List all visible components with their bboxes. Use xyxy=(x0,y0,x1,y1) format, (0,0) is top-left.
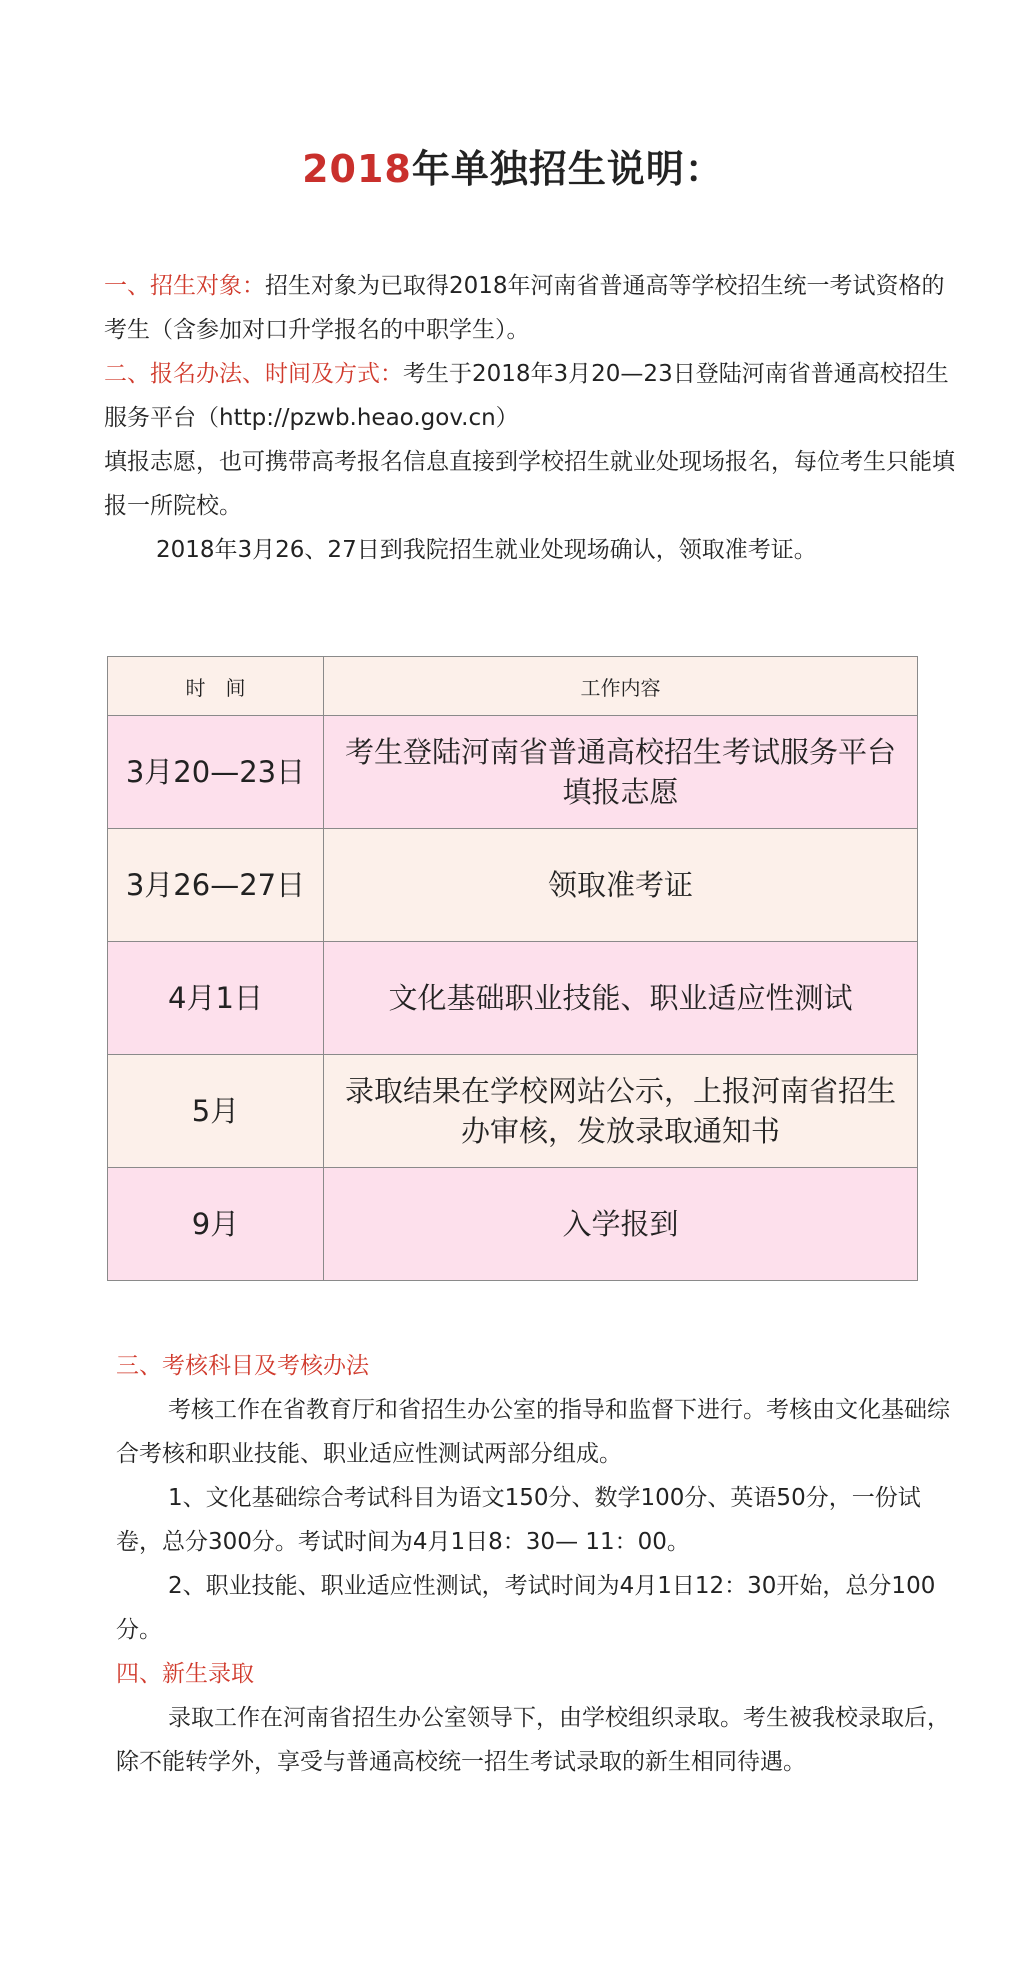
header-content: 工作内容 xyxy=(324,657,918,716)
row-time: 5月 xyxy=(108,1055,324,1168)
exam-section xyxy=(116,1344,966,1784)
row-content: 录取结果在学校网站公示，上报河南省招生办审核，发放录取通知书 xyxy=(324,1055,918,1168)
section-3-paragraph-1: 考核工作在省教育厅和省招生办公室的指导和监督下进行。考核由文化基础综合考核和职业技能、职业适应性测试两部分组成。 xyxy=(116,1397,950,1467)
section-4-paragraph-1: 录取工作在河南省招生办公室领导下，由学校组织录取。考生被我校录取后，除不能转学外，享受与普通高校统一招生考试录取的新生相同待遇。 xyxy=(116,1705,950,1775)
header-time: 时 间 xyxy=(108,657,324,716)
table-header-row xyxy=(108,657,918,716)
row-content: 考生登陆河南省普通高校招生考试服务平台填报志愿 xyxy=(324,716,918,829)
page-title xyxy=(0,138,1026,193)
section-1-heading: 一、招生对象： xyxy=(104,273,265,299)
section-1-text: 招生对象为已取得2018年河南省普通高等学校招生统一考试资格的考生（含参加对口升学报名的中职学生）。 xyxy=(104,273,945,343)
row-time: 3月26—27日 xyxy=(108,829,324,942)
section-3-heading: 三、考核科目及考核办法 xyxy=(116,1353,369,1379)
table-row xyxy=(108,1055,918,1168)
section-2-text: 考生于2018年3月20—23日登陆河南省普通高校招生服务平台（http://pzwb.heao.gov.cn） xyxy=(104,361,949,431)
section-1-paragraph xyxy=(104,264,964,352)
row-content: 文化基础职业技能、职业适应性测试 xyxy=(324,942,918,1055)
row-time: 9月 xyxy=(108,1168,324,1281)
section-2-confirmation: 2018年3月26、27日到我院招生就业处现场确认，领取准考证。 xyxy=(156,537,817,563)
schedule-table xyxy=(107,656,918,1281)
title-text: 年单独招生说明： xyxy=(411,147,724,191)
section-3-paragraph-2: 1、文化基础综合考试科目为语文150分、数学100分、英语50分，一份试卷，总分300分。考试时间为4月1日8：30— 11：00。 xyxy=(116,1485,921,1555)
row-content: 领取准考证 xyxy=(324,829,918,942)
section-4-heading: 四、新生录取 xyxy=(116,1661,254,1687)
title-year: 2018 xyxy=(302,147,412,191)
table-row xyxy=(108,1168,918,1281)
section-2-text-continued: 填报志愿，也可携带高考报名信息直接到学校招生就业处现场报名，每位考生只能填报一所院校。 xyxy=(104,449,955,519)
row-time: 4月1日 xyxy=(108,942,324,1055)
section-3-paragraph-3: 2、职业技能、职业适应性测试，考试时间为4月1日12：30开始，总分100分。 xyxy=(116,1573,936,1643)
table-row xyxy=(108,829,918,942)
table-row xyxy=(108,716,918,829)
row-content: 入学报到 xyxy=(324,1168,918,1281)
intro-section xyxy=(104,264,964,572)
section-2-paragraph xyxy=(104,352,964,440)
table-row xyxy=(108,942,918,1055)
section-2-heading: 二、报名办法、时间及方式： xyxy=(104,361,403,387)
row-time: 3月20—23日 xyxy=(108,716,324,829)
